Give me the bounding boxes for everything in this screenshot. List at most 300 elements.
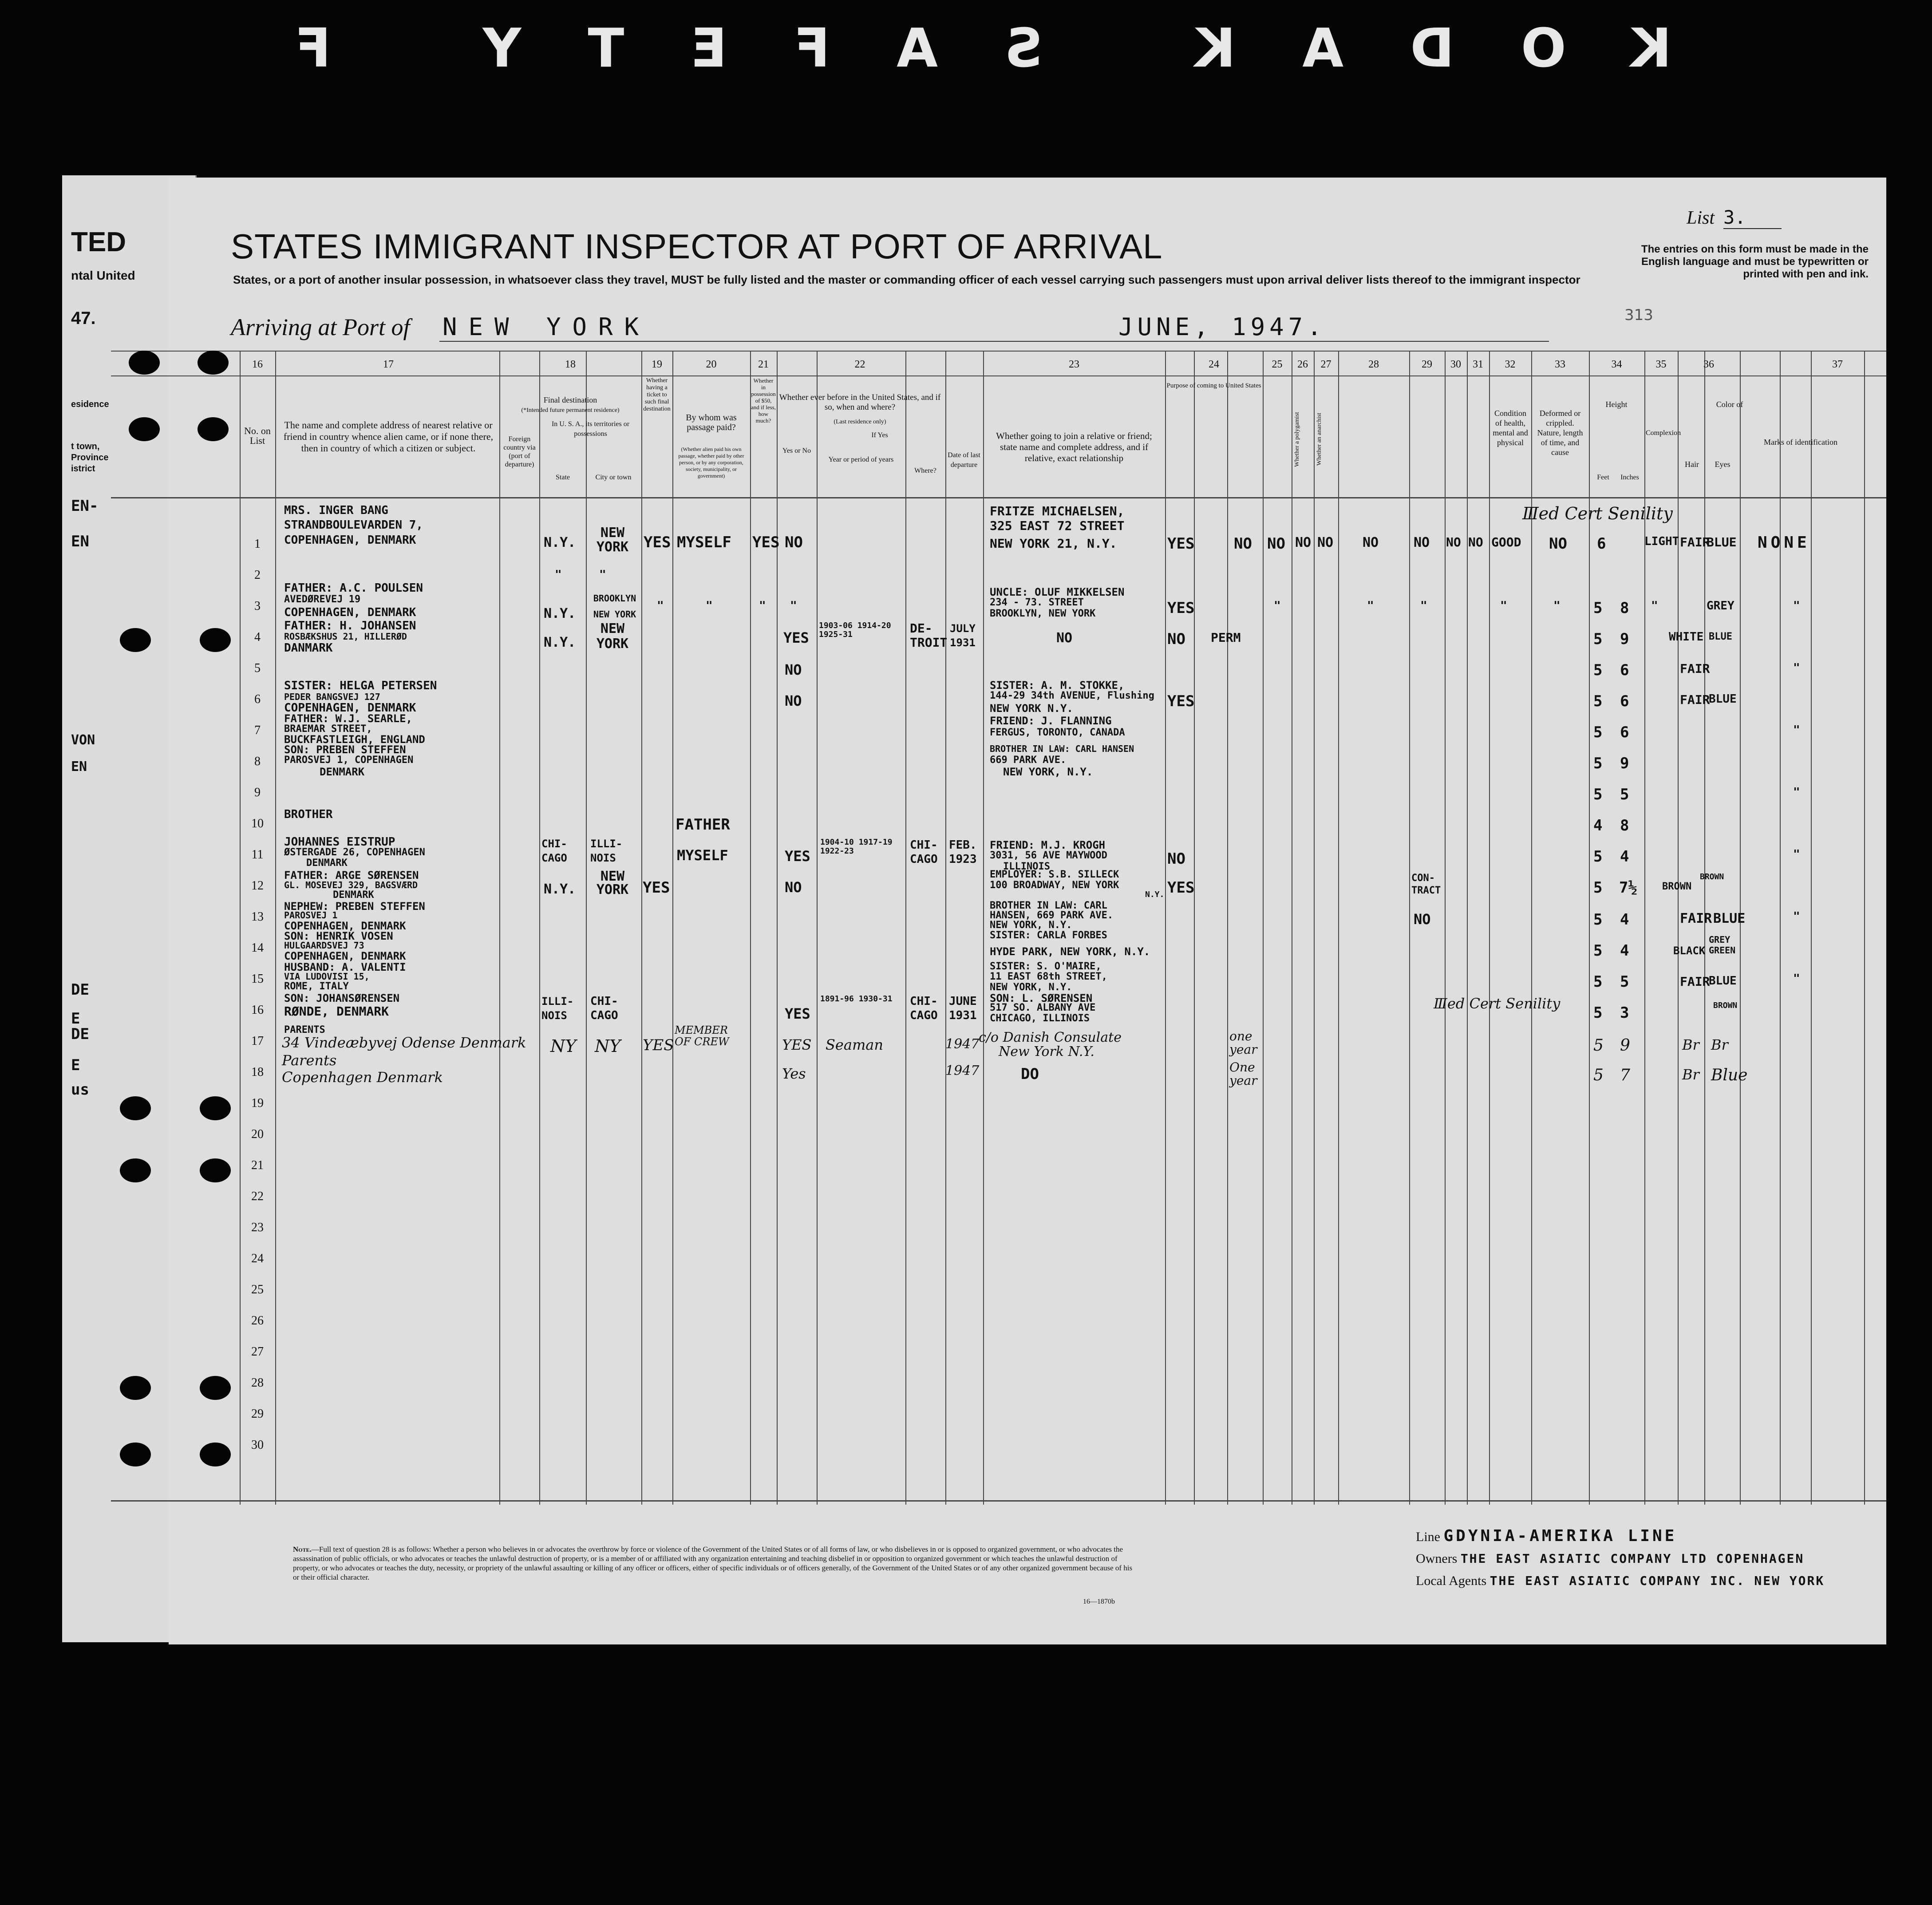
- height-inches: 6: [1620, 692, 1629, 710]
- dest-city: NY: [595, 1036, 621, 1056]
- relative-address: STRANDBOULEVARDEN 7,: [284, 518, 423, 532]
- table-rule: [1445, 351, 1446, 1505]
- last-departure: JUNE 1931: [949, 995, 977, 1022]
- height-inches: 4: [1620, 848, 1629, 866]
- table-rule: [1811, 351, 1812, 1505]
- joining: SISTER: S. O'MAIRE,: [990, 961, 1102, 972]
- punch-hole: [198, 417, 229, 441]
- last-departure: FEB. 1923: [949, 838, 977, 866]
- row-number: 18: [251, 1065, 264, 1079]
- column-heading: Yes or No: [782, 447, 811, 455]
- left-flap-text: t town,: [71, 442, 100, 451]
- height-inches: 9: [1620, 755, 1629, 772]
- row-number: 20: [251, 1127, 264, 1141]
- height-feet: 5: [1593, 973, 1603, 991]
- table-rule: [275, 351, 276, 1505]
- row-number: 22: [251, 1190, 264, 1203]
- shipping-line: Line GDYNIA-AMERIKA LINE: [1416, 1527, 1677, 1545]
- dest-state: N.Y.: [544, 606, 576, 621]
- row-number: 11: [251, 848, 264, 862]
- joining: ILLINOIS: [1003, 861, 1050, 872]
- table-rule: [111, 497, 1886, 498]
- punch-hole: [120, 1376, 151, 1400]
- height-inches: 4: [1620, 942, 1629, 960]
- row-number: 9: [254, 786, 261, 799]
- column-heading: Whether having a ticket to such final destination: [643, 377, 671, 412]
- joining: 100 BROADWAY, NEW YORK: [990, 880, 1119, 891]
- row-number: 12: [251, 879, 264, 893]
- table-rule: [586, 351, 587, 1505]
- purpose: YES: [1167, 879, 1195, 897]
- column-number: 29: [1422, 359, 1432, 370]
- ditto-mark: ": [706, 599, 713, 613]
- column-number: 33: [1555, 359, 1565, 370]
- relative-address: RØNDE, DENMARK: [284, 1004, 389, 1019]
- annotation: Ⅲed Cert Senility: [1434, 995, 1561, 1012]
- relative-address: AVEDØREVEJ 19: [284, 594, 361, 605]
- joining: New York N.Y.: [999, 1044, 1094, 1059]
- height-inches: 5: [1620, 786, 1629, 803]
- column-heading: Color of: [1716, 400, 1743, 409]
- height-inches: 7½: [1619, 879, 1637, 897]
- been-before: NO: [785, 661, 802, 678]
- relative-name: NEPHEW: PREBEN STEFFEN: [284, 900, 425, 913]
- table-rule: [641, 351, 642, 1505]
- hair: WHITE: [1669, 630, 1704, 644]
- relative-address: BUCKFASTLEIGH, ENGLAND: [284, 733, 425, 746]
- row-number: 10: [251, 817, 264, 830]
- relative-name: JOHANNES EISTRUP: [284, 835, 395, 849]
- height-inches: 6: [1620, 723, 1629, 741]
- joining: NEW YORK, N.Y.: [990, 920, 1072, 931]
- column-heading: Marks of identification: [1764, 438, 1837, 447]
- ditto-mark: ": [1793, 599, 1800, 613]
- column-heading: Final destination: [543, 395, 597, 404]
- column-heading: Height: [1605, 400, 1628, 409]
- footer-note: Note.—Full text of question 28 is as follows: Whether a person who believes in or advocates the overthrow by force or violence of the Government of the United States or of all forms of law, or who disbelieves in or is opposed to organized government, or who advocates the assassination of public officials, or who advocates or teaches the unlawful destruction of property, or is a member of or affiliated with any organization entertaining and teaching disbelief in or opposition to organized government or which teaches the unlawful destruction of property, or who advocates or teaches the duty, necessity, or propriety of the unlawful assaulting or killing of any officer or officers, either of specific individuals or of officers generally, of the Government of the United States or of any other organized government because of his or their official character.: [293, 1545, 1133, 1581]
- relative-name: HUSBAND: A. VALENTI: [284, 961, 406, 973]
- height-feet: 5: [1593, 1004, 1603, 1022]
- ditto-mark: ": [657, 599, 664, 613]
- relative-name: PARENTS: [284, 1024, 325, 1035]
- table-rule: [983, 351, 984, 1505]
- height-feet: 5: [1593, 755, 1603, 772]
- relative-name: Parents: [282, 1052, 337, 1069]
- ditto-mark: ": [555, 568, 562, 581]
- arriving-label: Arriving at Port of: [231, 314, 410, 340]
- height-feet: 5: [1593, 942, 1603, 960]
- row-number: 15: [251, 972, 264, 986]
- column-number: 32: [1505, 359, 1516, 370]
- relative-address: DENMARK: [320, 766, 365, 778]
- owners-value: THE EAST ASIATIC COMPANY LTD COPENHAGEN: [1460, 1551, 1805, 1566]
- row-number: 21: [251, 1158, 264, 1172]
- list-number: List 3.: [1687, 206, 1782, 229]
- column-heading: Deformed or crippled. Nature, length of time, and cause: [1537, 409, 1583, 457]
- height-feet: 4: [1593, 817, 1603, 834]
- column-heading: Inches: [1620, 474, 1639, 481]
- col25: One year: [1229, 1060, 1257, 1088]
- height-feet: 5: [1593, 786, 1603, 803]
- row-number: 1: [254, 537, 261, 551]
- table-rule: [945, 351, 946, 1505]
- table-rule: [1678, 351, 1679, 1505]
- column-heading: Feet: [1597, 474, 1609, 481]
- arriving-line: [231, 313, 1326, 341]
- table-rule: [1489, 351, 1490, 1505]
- purpose: YES: [1167, 535, 1195, 553]
- left-flap-text: TED: [71, 227, 126, 257]
- relative-address: 34 Vindeæbyvej Odense Denmark: [282, 1034, 526, 1051]
- list-number-value: 3.: [1723, 206, 1782, 229]
- height-feet: 5: [1593, 723, 1603, 741]
- page-title: STATES IMMIGRANT INSPECTOR AT PORT OF ARRIVAL: [231, 227, 1163, 266]
- dest-state: NY: [550, 1036, 577, 1056]
- relative-address: BRAEMAR STREET,: [284, 723, 372, 735]
- column-number: 34: [1611, 359, 1622, 370]
- height-feet: 5: [1593, 599, 1603, 617]
- years: 1904-10 1917-19 1922-23: [820, 838, 893, 856]
- ticket: YES: [644, 534, 671, 551]
- left-flap-text: VON: [71, 732, 95, 748]
- relative-address: DENMARK: [306, 858, 348, 869]
- col28: NO: [1363, 535, 1379, 550]
- column-heading: (Last residence only): [834, 419, 886, 425]
- row-number: 8: [254, 755, 261, 768]
- eyes: BROWN: [1700, 872, 1724, 881]
- hair: Br: [1682, 1066, 1699, 1083]
- joining: FRIEND: M.J. KROGH: [990, 839, 1106, 851]
- joining: 11 EAST 68th STREET,: [990, 971, 1107, 982]
- dest-state: N.Y.: [544, 635, 576, 650]
- been-before: YES: [783, 629, 809, 646]
- punch-hole: [120, 1443, 151, 1466]
- punch-hole: [120, 1158, 151, 1182]
- joining: NEW YORK 21, N.Y.: [990, 536, 1117, 551]
- been-before: Yes: [782, 1065, 806, 1082]
- money: YES: [752, 534, 780, 551]
- col29: CON-TRACT: [1411, 873, 1441, 896]
- anarchist: NO: [1317, 535, 1334, 550]
- dest-city: ILLI-NOIS: [590, 838, 623, 864]
- shipping-line-value: GDYNIA-AMERIKA LINE: [1443, 1527, 1677, 1545]
- eyes: BLUE: [1709, 974, 1737, 988]
- been-before: NO: [785, 692, 802, 709]
- table-rule: [1589, 351, 1590, 1505]
- ditto-mark: ": [1793, 848, 1800, 861]
- table-rule: [1704, 351, 1705, 1505]
- column-heading: The name and complete address of nearest relative or friend in country whence alien came, or if none there, then in country of which a citizen or subject.: [283, 419, 494, 454]
- column-number: 28: [1368, 359, 1379, 370]
- eyes: BLUE: [1709, 692, 1737, 706]
- punch-hole: [200, 628, 231, 652]
- height-feet: 5: [1593, 661, 1603, 679]
- last-departure: 1947: [945, 1063, 980, 1079]
- relative-name: SON: PREBEN STEFFEN: [284, 743, 406, 756]
- column-number: 18: [565, 359, 576, 370]
- row-number: 23: [251, 1221, 264, 1234]
- table-rule: [1780, 351, 1781, 1505]
- where: CHI-CAGO: [910, 995, 938, 1022]
- left-flap-text: EN: [71, 533, 89, 550]
- relative-address: COPENHAGEN, DENMARK: [284, 606, 416, 619]
- purpose: NO: [1167, 630, 1185, 648]
- column-number: 16: [252, 359, 263, 370]
- polygamist: NO: [1295, 535, 1312, 550]
- row-number: 19: [251, 1096, 264, 1110]
- table-rule: [750, 351, 751, 1505]
- row-number: 2: [254, 568, 261, 582]
- punch-hole: [200, 1443, 231, 1466]
- joining: 3031, 56 AVE MAYWOOD: [990, 850, 1107, 861]
- column-number: 23: [1069, 359, 1079, 370]
- relative-name: FATHER: ARGE SØRENSEN: [284, 869, 419, 881]
- table-rule: [905, 351, 906, 1505]
- joining: FRITZE MICHAELSEN,: [990, 504, 1125, 518]
- column-number: 24: [1209, 359, 1219, 370]
- row-number: 7: [254, 723, 261, 737]
- joining: UNCLE: OLUF MIKKELSEN: [990, 586, 1125, 598]
- joining: HANSEN, 669 PARK AVE.: [990, 910, 1114, 921]
- column-heading: Condition of health, mental and physical: [1493, 409, 1528, 447]
- row-number: 3: [254, 599, 261, 613]
- complexion: LIGHT: [1644, 535, 1679, 548]
- film-edge: [0, 0, 1932, 84]
- dest-state: N.Y.: [544, 535, 576, 550]
- relative-address: ØSTERGADE 26, COPENHAGEN: [284, 847, 425, 858]
- entries-note: The entries on this form must be made in the English language and must be typewritten or printed with pen and ink.: [1641, 243, 1869, 280]
- relative-address: DENMARK: [333, 889, 374, 901]
- hair: FAIR: [1680, 692, 1710, 707]
- been-before: YES: [785, 848, 810, 865]
- dest-city: CHI-CAGO: [590, 995, 618, 1022]
- height-feet: 6: [1597, 535, 1606, 553]
- column-number: 21: [758, 359, 769, 370]
- joining: EMPLOYER: S.B. SILLECK: [990, 869, 1119, 880]
- column-heading: Where?: [914, 467, 936, 474]
- col25: one year: [1229, 1029, 1257, 1057]
- relative-address: HULGAARDSVEJ 73: [284, 940, 364, 951]
- column-heading: No. on List: [244, 425, 271, 446]
- ditto-mark: ": [1793, 786, 1800, 799]
- ditto-mark: ": [1274, 599, 1281, 613]
- owners-line: Owners THE EAST ASIATIC COMPANY LTD COPENHAGEN: [1416, 1551, 1805, 1566]
- relative-name: FATHER: A.C. POULSEN: [284, 581, 423, 595]
- column-heading: (Whether alien paid his own passage, whether paid by other person, or by any corporation, society, municipality, or government): [678, 446, 744, 479]
- row-number: 5: [254, 661, 261, 675]
- column-heading: Whether in possession of $50, and if less, how much?: [751, 377, 776, 424]
- height-inches: 9: [1620, 1036, 1630, 1055]
- relative-address: PAROSVEJ 1: [284, 910, 338, 921]
- deformed: NO: [1549, 535, 1567, 553]
- height-inches: 4: [1620, 911, 1629, 929]
- table-rule: [111, 375, 1886, 376]
- film-edge-text: KODAK SAFETY F: [228, 18, 1672, 79]
- row-number: 6: [254, 692, 261, 706]
- ditto-mark: ": [1793, 972, 1800, 985]
- row-number: 29: [251, 1407, 264, 1421]
- col25b: NO: [1267, 535, 1285, 553]
- relative-address: GL. MOSEVEJ 329, BAGSVÆRD: [284, 880, 418, 890]
- left-flap-text: EN-: [71, 497, 99, 515]
- passage-paid: MYSELF: [677, 847, 728, 864]
- ditto-mark: ": [1793, 910, 1800, 923]
- joining: NEW YORK, N.Y.: [990, 982, 1072, 993]
- joining: 669 PARK AVE.: [990, 755, 1067, 766]
- col25: PERM: [1211, 630, 1241, 645]
- column-heading: Purpose of coming to United States: [1166, 382, 1261, 389]
- row-number: 27: [251, 1345, 264, 1359]
- relative-address: COPENHAGEN, DENMARK: [284, 950, 406, 962]
- punch-hole: [198, 351, 229, 375]
- row-number: 14: [251, 941, 264, 955]
- row-number: 30: [251, 1438, 264, 1452]
- page-stamp: 313: [1624, 306, 1653, 324]
- column-number: 31: [1473, 359, 1483, 370]
- table-rule: [1194, 351, 1195, 1505]
- joining: c/o Danish Consulate: [979, 1030, 1122, 1045]
- left-flap-text: us: [71, 1081, 89, 1099]
- years: Seaman: [826, 1036, 883, 1053]
- hair: FAIR: [1680, 535, 1710, 549]
- column-heading: Whether an anarchist: [1316, 413, 1323, 466]
- joining: 144-29 34th AVENUE, Flushing: [990, 690, 1154, 701]
- column-heading: State: [556, 474, 570, 481]
- purpose: NO: [1167, 850, 1185, 868]
- height-feet: 5: [1593, 911, 1603, 929]
- row-number: 13: [251, 910, 264, 924]
- relative-address: COPENHAGEN, DENMARK: [284, 701, 416, 715]
- ticket: YES: [643, 1036, 674, 1054]
- column-heading: Hair: [1685, 460, 1699, 469]
- eyes: Blue: [1711, 1066, 1748, 1084]
- joining: SISTER: A. M. STOKKE,: [990, 679, 1125, 692]
- column-heading: Whether going to join a relative or friend; state name and complete address, and if relative, exact relationship: [996, 431, 1152, 463]
- ditto-mark: ": [759, 599, 766, 613]
- eyes: BLUE: [1713, 911, 1746, 926]
- column-heading: Complexion: [1646, 429, 1681, 437]
- relative-name: SON: JOHANSØRENSEN: [284, 992, 400, 1004]
- dest-city: BROOKLYN NEW YORK: [593, 593, 636, 620]
- height-inches: 9: [1620, 630, 1629, 648]
- ticket: YES: [643, 879, 670, 897]
- hair: FAIR: [1680, 661, 1710, 676]
- years: 1891-96 1930-31: [820, 994, 893, 1004]
- height-inches: 3: [1620, 1004, 1629, 1022]
- hair: BROWN: [1662, 881, 1692, 892]
- row-number: 24: [251, 1252, 264, 1265]
- left-flap-text: DE: [71, 981, 89, 999]
- column-number: 25: [1272, 359, 1283, 370]
- row-number: 28: [251, 1376, 264, 1390]
- column-number: 26: [1297, 359, 1308, 370]
- column-heading: In U. S. A., its territories or possessions: [551, 420, 630, 438]
- form-code: 16—1870b: [1083, 1598, 1115, 1605]
- joining: NEW YORK, N.Y.: [1003, 766, 1093, 778]
- table-rule: [1165, 351, 1166, 1505]
- punch-hole: [200, 1096, 231, 1120]
- table-rule: [1740, 351, 1741, 1505]
- purpose: YES: [1167, 692, 1195, 710]
- column-heading: City or town: [595, 474, 632, 481]
- left-flap-text: Province: [71, 453, 109, 462]
- relative-address: PEDER BANGSVEJ 127: [284, 692, 380, 702]
- column-number: 22: [854, 359, 865, 370]
- joining: FERGUS, TORONTO, CANADA: [990, 727, 1125, 738]
- column-number: 20: [706, 359, 717, 370]
- column-heading: Whether ever before in the United States, and if so, when and where?: [779, 393, 941, 412]
- column-heading: If Yes: [871, 431, 888, 439]
- col29: NO: [1414, 535, 1430, 550]
- dest-city: NEW YORK: [596, 621, 629, 652]
- height-feet: 5: [1593, 692, 1603, 710]
- punch-hole: [120, 1096, 151, 1120]
- ditto-mark: ": [1420, 599, 1427, 613]
- relative-address: COPENHAGEN, DENMARK: [284, 534, 416, 547]
- ditto-mark: ": [790, 599, 797, 613]
- years: 1903-06 1914-20 1925-31: [819, 621, 891, 639]
- agents-line: Local Agents THE EAST ASIATIC COMPANY INC. NEW YORK: [1416, 1573, 1825, 1588]
- column-heading: Foreign country via (port of departure): [503, 435, 536, 468]
- table-rule: [1467, 351, 1468, 1505]
- eyes: BLUE: [1709, 631, 1732, 642]
- dest-state: N.Y.: [544, 881, 576, 897]
- ditto-mark: ": [1793, 661, 1800, 675]
- agents-value: THE EAST ASIATIC COMPANY INC. NEW YORK: [1489, 1573, 1825, 1588]
- arrival-date: JUNE, 1947.: [1118, 313, 1326, 341]
- joining: DO: [1021, 1065, 1039, 1083]
- eyes: Br: [1711, 1036, 1728, 1053]
- last-departure: JULY 1931: [950, 622, 976, 649]
- col29: NO: [1414, 911, 1431, 928]
- column-heading: Eyes: [1715, 460, 1731, 469]
- page-subtitle: States, or a port of another insular possession, in whatsoever class they travel, MUST be fully listed and the master or commanding officer of each vessel carrying such passengers must upon arrival deliver lists thereof to the immigrant inspector: [233, 273, 1580, 286]
- passage-paid: MEMBER OF CREW: [675, 1024, 729, 1048]
- row-number: 4: [254, 630, 261, 644]
- height-inches: 8: [1620, 599, 1629, 617]
- relative-address: VIA LUDOVISI 15,: [284, 971, 370, 982]
- hair: FAIR: [1680, 974, 1710, 989]
- last-departure: 1947: [945, 1036, 980, 1052]
- joining: FRIEND: J. FLANNING: [990, 715, 1112, 727]
- eyes: BROWN: [1713, 1001, 1738, 1010]
- left-flap-text: E: [71, 1056, 80, 1074]
- left-flap-text: EN: [71, 759, 87, 775]
- relative-name: SISTER: HELGA PETERSEN: [284, 679, 437, 692]
- punch-hole: [200, 1376, 231, 1400]
- row-number: 16: [251, 1003, 264, 1017]
- table-rule: [1263, 351, 1264, 1505]
- ditto-mark: ": [1367, 599, 1374, 613]
- table-rule: [1531, 351, 1532, 1505]
- height-inches: 5: [1620, 973, 1629, 991]
- row-number: 26: [251, 1314, 264, 1328]
- table-rule: [1227, 351, 1228, 1505]
- column-heading: (*Intended future permanent residence): [521, 407, 620, 414]
- column-number: 37: [1832, 359, 1843, 370]
- joining: NO: [1056, 630, 1073, 646]
- passage-paid: MYSELF: [677, 534, 731, 551]
- eyes: BLUE: [1707, 535, 1737, 549]
- eyes: GREY GREEN: [1709, 934, 1736, 956]
- column-heading: Whether a polygamist: [1294, 412, 1300, 467]
- where: DE-TROIT: [910, 621, 948, 650]
- joining: 325 EAST 72 STREET: [990, 518, 1125, 533]
- col30: NO: [1446, 535, 1461, 549]
- column-number: 27: [1320, 359, 1331, 370]
- table-rule: [499, 351, 500, 1505]
- table-rule: [1338, 351, 1339, 1505]
